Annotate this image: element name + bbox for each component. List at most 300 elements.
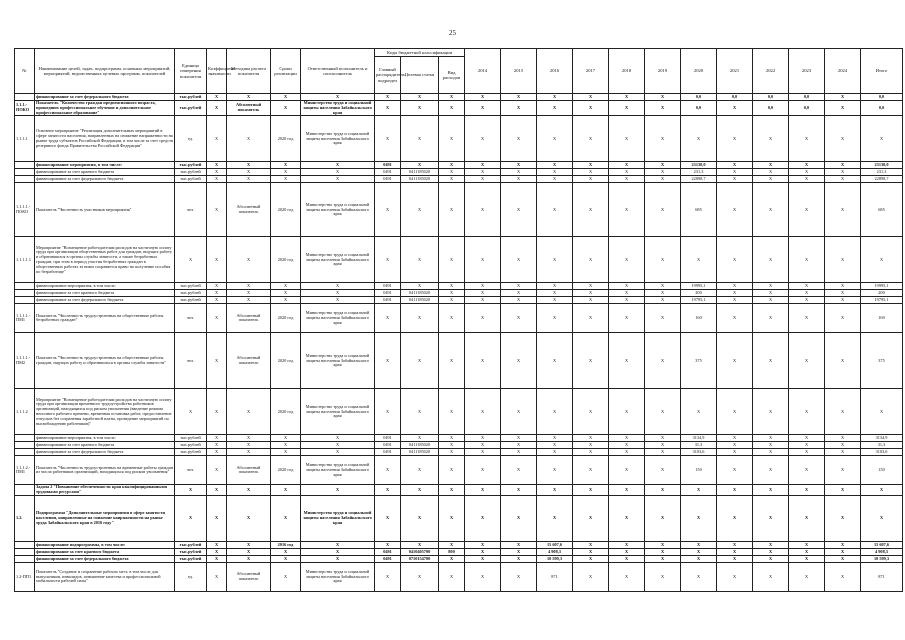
row-year-2018: X	[609, 290, 645, 297]
row-coef: X	[207, 442, 227, 449]
table-row	[15, 442, 903, 449]
row-method: Абсолютный показатель	[227, 304, 271, 333]
row-year-2024: X	[825, 283, 861, 290]
row-term: X	[271, 297, 301, 304]
row-year-2016: X	[537, 101, 573, 116]
row-year-2020: 19795,1	[681, 297, 717, 304]
row-num: 1.1.1.1.1	[15, 237, 35, 283]
row-name: Мероприятие "Возмещение работодателям расходов на частичную оплату труда при организации временного трудоустройства работников организаций, находящихся под риском увольнения (введение режима неполного рабочего времени, временная остановка работ, предоставление отпусков без сохранения заработной платы, проведение мероприятий по высвобождению работников)"	[35, 389, 175, 435]
row-year-2022: X	[753, 169, 789, 176]
table-row	[15, 169, 903, 176]
row-year-2024: X	[825, 304, 861, 333]
row-kbk-target: 0411185020	[401, 290, 439, 297]
row-year-2014: X	[465, 563, 501, 592]
row-term: 2020 год	[271, 304, 301, 333]
row-total: 3103,6	[861, 449, 903, 456]
row-year-2019: X	[645, 435, 681, 442]
row-year-2023: X	[789, 563, 825, 592]
row-year-2022: X	[753, 304, 789, 333]
table-row	[15, 563, 903, 592]
row-year-2016: 871	[537, 563, 573, 592]
row-year-2019: X	[645, 442, 681, 449]
row-year-2019: X	[645, 237, 681, 283]
row-year-2024: X	[825, 183, 861, 237]
row-resp: X	[301, 435, 375, 442]
row-term: X	[271, 283, 301, 290]
row-year-2019: X	[645, 162, 681, 169]
row-year-2022: X	[753, 542, 789, 549]
row-kbk-exp: X	[439, 116, 465, 162]
row-year-2019: X	[645, 169, 681, 176]
row-year-2014: X	[465, 176, 501, 183]
row-kbk-target: X	[401, 333, 439, 389]
row-kbk-admin: X	[375, 116, 401, 162]
row-year-2018: X	[609, 389, 645, 435]
row-kbk-exp: X	[439, 304, 465, 333]
row-year-2021: X	[717, 183, 753, 237]
row-unit: тыс.рублей	[175, 449, 207, 456]
row-year-2023: X	[789, 176, 825, 183]
row-year-2014: X	[465, 549, 501, 556]
row-year-2019: X	[645, 297, 681, 304]
row-year-2019: X	[645, 456, 681, 485]
row-resp: Министерство труда и социальной защиты населения Забайкальского края	[301, 183, 375, 237]
row-year-2023: X	[789, 237, 825, 283]
row-year-2015: X	[501, 176, 537, 183]
row-name: финансирование за счет краевого бюджета	[35, 549, 175, 556]
table-row	[15, 183, 903, 237]
row-year-2016: X	[537, 496, 573, 542]
row-num	[15, 290, 35, 297]
row-year-2015: X	[501, 101, 537, 116]
row-year-2020: 3103,6	[681, 449, 717, 456]
row-coef: X	[207, 389, 227, 435]
col-name: Наименование целей, задач, подпрограмм, основных мероприятий, мероприятий, ведомственных целевых программ, показателей	[35, 49, 175, 94]
row-year-2022: 0,0	[753, 101, 789, 116]
row-kbk-admin: 0491	[375, 449, 401, 456]
row-year-2022: X	[753, 283, 789, 290]
row-year-2016: X	[537, 116, 573, 162]
row-term: X	[271, 162, 301, 169]
col-num: №	[15, 49, 35, 94]
row-unit: ед.	[175, 563, 207, 592]
row-kbk-target: 0411185020	[401, 169, 439, 176]
row-year-2022: X	[753, 556, 789, 563]
row-year-2014: X	[465, 435, 501, 442]
row-coef: X	[207, 290, 227, 297]
row-name: финансирование мероприятия, в том числе:	[35, 162, 175, 169]
row-kbk-target: 0411185020	[401, 297, 439, 304]
row-year-2019: X	[645, 563, 681, 592]
col-year-2019: 2019	[645, 49, 681, 94]
row-year-2017: X	[573, 183, 609, 237]
row-num: 1.1.1.2	[15, 389, 35, 435]
row-year-2024: X	[825, 549, 861, 556]
row-year-2022: X	[753, 162, 789, 169]
row-method: X	[227, 116, 271, 162]
row-unit: тыс.рублей	[175, 542, 207, 549]
table-row	[15, 101, 903, 116]
row-num: 1.1.1.1.-ПМ1	[15, 304, 35, 333]
row-kbk-admin: X	[375, 485, 401, 496]
row-year-2022: X	[753, 496, 789, 542]
row-coef: X	[207, 435, 227, 442]
row-year-2019: X	[645, 304, 681, 333]
row-year-2024: X	[825, 542, 861, 549]
row-kbk-exp: X	[439, 456, 465, 485]
row-year-2014: X	[465, 542, 501, 549]
row-year-2015: X	[501, 542, 537, 549]
page-number: 25	[449, 29, 456, 37]
row-year-2024: X	[825, 485, 861, 496]
row-year-2016: X	[537, 485, 573, 496]
row-kbk-admin: 0491	[375, 435, 401, 442]
col-year-2016: 2016	[537, 49, 573, 94]
row-year-2022: X	[753, 449, 789, 456]
row-year-2015: X	[501, 169, 537, 176]
row-coef: X	[207, 162, 227, 169]
table-row	[15, 237, 903, 283]
table-row	[15, 496, 903, 542]
row-coef: X	[207, 563, 227, 592]
row-coef: X	[207, 183, 227, 237]
row-num	[15, 442, 35, 449]
col-method: Методика расчета показателя	[227, 49, 271, 94]
row-year-2022: X	[753, 435, 789, 442]
row-name: финансирование за счет краевого бюджета	[35, 169, 175, 176]
row-year-2021: X	[717, 442, 753, 449]
row-year-2017: X	[573, 283, 609, 290]
row-resp: X	[301, 549, 375, 556]
row-year-2020: 19995,1	[681, 283, 717, 290]
row-year-2021: X	[717, 283, 753, 290]
row-year-2021: X	[717, 449, 753, 456]
row-coef: X	[207, 333, 227, 389]
row-year-2021: X	[717, 389, 753, 435]
row-year-2017: X	[573, 556, 609, 563]
row-method: Абсолютный показатель	[227, 101, 271, 116]
row-year-2020: 23130,0	[681, 162, 717, 169]
row-year-2023: X	[789, 496, 825, 542]
row-year-2023: X	[789, 435, 825, 442]
row-unit: X	[175, 389, 207, 435]
row-method: Абсолютный показатель	[227, 183, 271, 237]
row-unit: тыс.рублей	[175, 290, 207, 297]
row-resp: Министерство труда и социальной защиты населения Забайкальского края	[301, 333, 375, 389]
row-year-2014: X	[465, 183, 501, 237]
row-term: 2020 год	[271, 456, 301, 485]
row-resp: Министерство труда и социальной защиты населения Забайкальского края	[301, 496, 375, 542]
row-year-2016: 4 908,3	[537, 549, 573, 556]
row-year-2019: X	[645, 485, 681, 496]
row-year-2015: X	[501, 449, 537, 456]
row-term: X	[271, 485, 301, 496]
row-kbk-target: X	[401, 304, 439, 333]
row-year-2021: X	[717, 304, 753, 333]
row-year-2022: X	[753, 442, 789, 449]
row-resp: X	[301, 442, 375, 449]
row-year-2023: X	[789, 283, 825, 290]
row-term: X	[271, 435, 301, 442]
row-method: X	[227, 283, 271, 290]
row-num	[15, 542, 35, 549]
row-kbk-admin: X	[375, 237, 401, 283]
row-coef: X	[207, 176, 227, 183]
row-unit: тыс.рублей	[175, 442, 207, 449]
row-kbk-exp: X	[439, 542, 465, 549]
row-kbk-target: X	[401, 485, 439, 496]
row-year-2016: X	[537, 283, 573, 290]
col-kbk-target: Целевая статья	[401, 57, 439, 94]
row-kbk-target: X	[401, 94, 439, 101]
row-year-2016: 10 599,3	[537, 556, 573, 563]
row-total: 685	[861, 183, 903, 237]
row-name: Показатель "Численность трудоустроенных на временные работы граждан из числа работников организаций, находящихся под риском увольнения"	[35, 456, 175, 485]
row-year-2023: X	[789, 304, 825, 333]
row-unit: чел.	[175, 304, 207, 333]
row-year-2017: X	[573, 162, 609, 169]
row-year-2017: X	[573, 237, 609, 283]
row-total: 375	[861, 333, 903, 389]
row-kbk-target: X	[401, 496, 439, 542]
row-year-2024: X	[825, 94, 861, 101]
row-coef: X	[207, 542, 227, 549]
row-term: X	[271, 496, 301, 542]
row-name: финансирование за счет федерального бюджета	[35, 297, 175, 304]
table-row	[15, 435, 903, 442]
col-kbk-group: Коды бюджетной классификации	[375, 49, 465, 57]
row-method: Абсолютный показатель	[227, 456, 271, 485]
row-unit: тыс.рублей	[175, 297, 207, 304]
row-year-2020: 150	[681, 456, 717, 485]
row-year-2017: X	[573, 333, 609, 389]
header-row-1	[15, 49, 903, 57]
row-year-2018: X	[609, 183, 645, 237]
row-unit: тыс.рублей	[175, 94, 207, 101]
row-year-2018: X	[609, 94, 645, 101]
row-unit: X	[175, 485, 207, 496]
row-year-2020: 0,0	[681, 101, 717, 116]
row-year-2022: X	[753, 389, 789, 435]
row-method: X	[227, 290, 271, 297]
row-method: X	[227, 162, 271, 169]
row-kbk-target: 0411185020	[401, 449, 439, 456]
row-year-2023: 0,0	[789, 101, 825, 116]
row-year-2015: X	[501, 563, 537, 592]
row-year-2019: X	[645, 94, 681, 101]
row-method: X	[227, 556, 271, 563]
row-year-2020: X	[681, 556, 717, 563]
row-method: X	[227, 435, 271, 442]
row-unit: тыс.рублей	[175, 169, 207, 176]
row-resp: Министерство труда и социальной защиты населения Забайкальского края	[301, 116, 375, 162]
row-kbk-target: 0710154700	[401, 556, 439, 563]
row-kbk-exp: X	[439, 94, 465, 101]
row-kbk-admin: X	[375, 333, 401, 389]
row-year-2024: X	[825, 333, 861, 389]
row-kbk-admin: 0491	[375, 290, 401, 297]
table-row	[15, 485, 903, 496]
row-year-2022: X	[753, 549, 789, 556]
row-year-2020: 31,3	[681, 442, 717, 449]
row-total: 15 607,6	[861, 542, 903, 549]
row-kbk-admin: X	[375, 101, 401, 116]
row-year-2021: X	[717, 549, 753, 556]
row-coef: X	[207, 556, 227, 563]
row-year-2017: X	[573, 116, 609, 162]
row-coef: X	[207, 496, 227, 542]
row-year-2016: X	[537, 183, 573, 237]
row-resp: X	[301, 290, 375, 297]
row-year-2024: X	[825, 290, 861, 297]
row-kbk-admin: 0491	[375, 442, 401, 449]
row-kbk-exp: X	[439, 435, 465, 442]
row-year-2023: X	[789, 449, 825, 456]
row-year-2020: X	[681, 496, 717, 542]
row-num	[15, 449, 35, 456]
row-year-2014: X	[465, 389, 501, 435]
col-year-2024: 2024	[825, 49, 861, 94]
row-year-2014: X	[465, 556, 501, 563]
row-num: 1.1.1.1.-ПОКО	[15, 183, 35, 237]
row-year-2019: X	[645, 389, 681, 435]
row-coef: X	[207, 449, 227, 456]
row-year-2022: X	[753, 485, 789, 496]
row-year-2018: X	[609, 456, 645, 485]
row-year-2016: 15 607,6	[537, 542, 573, 549]
table-row	[15, 290, 903, 297]
row-method: X	[227, 237, 271, 283]
row-method: X	[227, 442, 271, 449]
row-total: X	[861, 389, 903, 435]
row-term: 2020 год	[271, 183, 301, 237]
row-term: 2020 год	[271, 237, 301, 283]
row-year-2021: X	[717, 101, 753, 116]
row-year-2018: X	[609, 162, 645, 169]
row-year-2023: X	[789, 442, 825, 449]
row-name: Показатель "Численность трудоустроенных на общественные работы граждан, ищущих работу и обратившихся в органы службы занятости"	[35, 333, 175, 389]
row-year-2022: X	[753, 563, 789, 592]
row-year-2014: X	[465, 237, 501, 283]
row-year-2017: X	[573, 101, 609, 116]
row-year-2020: X	[681, 542, 717, 549]
row-kbk-exp: X	[439, 101, 465, 116]
row-year-2024: X	[825, 176, 861, 183]
row-year-2020: X	[681, 237, 717, 283]
row-term: X	[271, 556, 301, 563]
row-year-2016: X	[537, 169, 573, 176]
row-unit: ед.	[175, 116, 207, 162]
row-year-2018: X	[609, 549, 645, 556]
row-year-2015: X	[501, 556, 537, 563]
row-kbk-target: X	[401, 162, 439, 169]
row-method: X	[227, 169, 271, 176]
row-year-2018: X	[609, 297, 645, 304]
row-name: Задача 2 "Повышение обеспеченности края квалифицированными трудовыми ресурсами"	[35, 485, 175, 496]
row-method: X	[227, 389, 271, 435]
row-year-2016: X	[537, 297, 573, 304]
row-year-2015: X	[501, 94, 537, 101]
row-total: 19995,1	[861, 283, 903, 290]
row-resp: X	[301, 449, 375, 456]
row-year-2024: X	[825, 101, 861, 116]
row-total: 200	[861, 290, 903, 297]
col-unit: Единица измерения показателя	[175, 49, 207, 94]
col-year-2022: 2022	[753, 49, 789, 94]
row-name: Показатель "Создание и сохранение рабочих мест, в том числе для выпускников, инвалидов, повышение качества и профессиональной мобильности рабочей силы"	[35, 563, 175, 592]
row-year-2024: X	[825, 169, 861, 176]
table-row	[15, 556, 903, 563]
row-name: Показатель "Численность трудоустроенных на общественные работы безработных граждан"	[35, 304, 175, 333]
row-num: 1.2-ПП1	[15, 563, 35, 592]
row-term: X	[271, 563, 301, 592]
row-year-2014: X	[465, 496, 501, 542]
row-term: X	[271, 442, 301, 449]
row-name: финансирование за счет федерального бюджета	[35, 556, 175, 563]
row-kbk-admin: X	[375, 94, 401, 101]
col-year-2020: 2020	[681, 49, 717, 94]
row-year-2020: 3134,9	[681, 435, 717, 442]
row-unit: тыс.рублей	[175, 556, 207, 563]
table-row	[15, 449, 903, 456]
row-name: Показатель "Количество граждан предпенсионного возраста, прошедших профессиональное обучение и дополнительное профессиональное образование"	[35, 101, 175, 116]
row-year-2023: X	[789, 549, 825, 556]
row-year-2015: X	[501, 304, 537, 333]
row-total: X	[861, 237, 903, 283]
row-year-2018: X	[609, 333, 645, 389]
row-year-2015: X	[501, 435, 537, 442]
row-total: 4 908,3	[861, 549, 903, 556]
row-year-2014: X	[465, 297, 501, 304]
row-term: 2020 год	[271, 389, 301, 435]
row-num	[15, 297, 35, 304]
row-year-2019: X	[645, 496, 681, 542]
row-term: 2016 год	[271, 542, 301, 549]
row-year-2016: X	[537, 333, 573, 389]
row-term: 2020 год	[271, 116, 301, 162]
row-name: финансирование за счет федерального бюджета	[35, 94, 175, 101]
row-year-2024: X	[825, 389, 861, 435]
row-kbk-admin: X	[375, 456, 401, 485]
row-kbk-target: X	[401, 116, 439, 162]
row-resp: Министерство труда и социальной защиты населения Забайкальского края	[301, 101, 375, 116]
row-kbk-admin: 0491	[375, 176, 401, 183]
row-total: 231,3	[861, 169, 903, 176]
row-year-2019: X	[645, 333, 681, 389]
row-method: Абсолютный показатель	[227, 563, 271, 592]
row-year-2015: X	[501, 283, 537, 290]
row-coef: X	[207, 283, 227, 290]
row-year-2016: X	[537, 389, 573, 435]
row-kbk-exp: X	[439, 442, 465, 449]
row-coef: X	[207, 304, 227, 333]
row-year-2017: X	[573, 549, 609, 556]
row-total: 871	[861, 563, 903, 592]
row-year-2017: X	[573, 94, 609, 101]
row-kbk-admin: 0491	[375, 556, 401, 563]
row-year-2020: 685	[681, 183, 717, 237]
row-year-2024: X	[825, 563, 861, 592]
row-kbk-admin: 0491	[375, 283, 401, 290]
row-year-2021: X	[717, 496, 753, 542]
row-year-2018: X	[609, 442, 645, 449]
row-year-2021: X	[717, 237, 753, 283]
row-kbk-admin: 0491	[375, 169, 401, 176]
row-year-2014: X	[465, 116, 501, 162]
row-resp: Министерство труда и социальной защиты населения Забайкальского края	[301, 563, 375, 592]
row-num	[15, 556, 35, 563]
col-year-2018: 2018	[609, 49, 645, 94]
